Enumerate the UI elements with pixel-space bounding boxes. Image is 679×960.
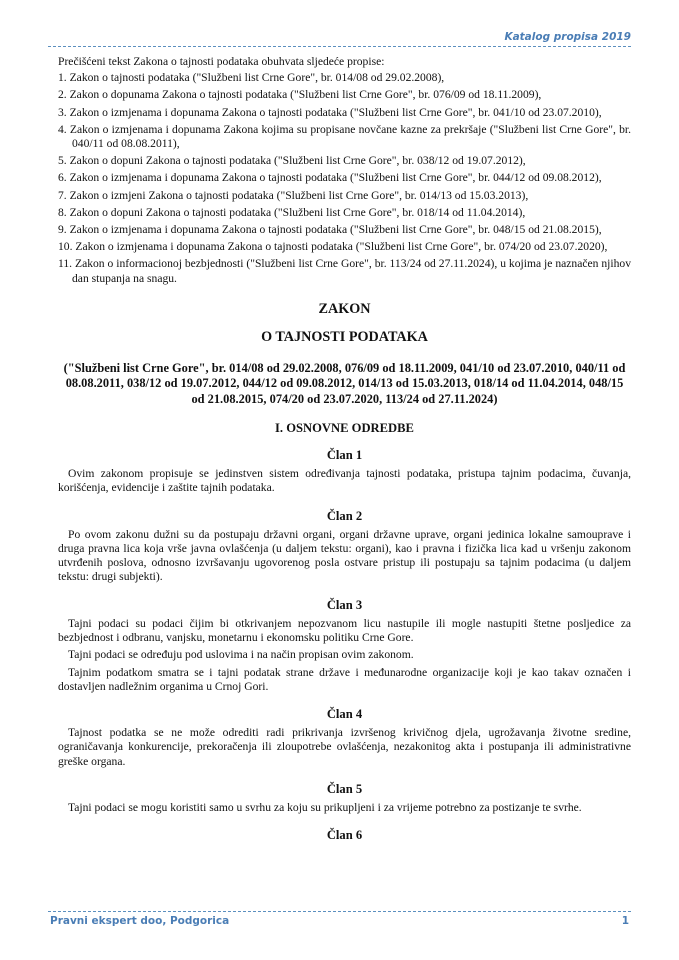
article-paragraph: Tajni podaci su podaci čijim bi otkrivanjem nepozvanom licu nastupile ili mogle nastupiti štetne posljedice za bezbjednost i odbranu, vanjsku, monetarnu i ekonomsku politiku Crne Gore. — [58, 616, 631, 645]
list-item: 7. Zakon o izmjeni Zakona o tajnosti podataka ("Službeni list Crne Gore", br. 014/13 od 15.03.2013), — [58, 188, 529, 202]
footer-publisher: Pravni ekspert doo, Podgorica — [50, 915, 230, 927]
list-item: 8. Zakon o dopuni Zakona o tajnosti podataka ("Službeni list Crne Gore", br. 018/14 od 11.04.2014), — [58, 205, 526, 219]
article-paragraph: Ovim zakonom propisuje se jedinstven sistem određivanja tajnosti podataka, pristupa tajnim podacima, čuvanja, korišćenja, evidencije i zaštite tajnih podataka. — [58, 467, 631, 495]
page-header — [48, 30, 631, 47]
gazette-reference: ("Službeni list Crne Gore", br. 014/08 od 29.02.2008, 076/09 od 18.11.2009, 041/10 od 23.07.2010, 040/11 od 08.08.2011, 038/12 od 19.07.2012, 044/12 od 09.08.2012, 014/13 od 15.03.2013, 018/14 od 11.04.2014, 048/15 od 21.08.2015, 074/20 od 23.07.2020, 113/24 od 27.11.2024) — [63, 361, 626, 406]
article-paragraph: Po ovom zakonu dužni su da postupaju državni organi, organi državne uprave, organi jedinica lokalne samouprave i druga pravna lica koja vrše javna ovlašćenja (u daljem tekstu: organi), kao i pravna i fizička lica kad u vršenju zakonom utvrđenih poslova, odnosno izvršavanju ugovorenog posla ostvare pristup ili postupaju sa tajnim podacima (u daljem tekstu: drugi subjekti). — [58, 527, 631, 584]
law-name: O TAJNOSTI PODATAKA — [261, 329, 428, 346]
part-title: I. OSNOVNE ODREDBE — [275, 420, 414, 435]
page-number: 1 — [621, 915, 629, 927]
article-title: Član 2 — [326, 508, 363, 523]
list-item: 10. Zakon o izmjenama i dopunama Zakona o tajnosti podataka ("Službeni list Crne Gore", br. 074/20 od 23.07.2020), — [58, 240, 608, 254]
amendments-list — [58, 71, 631, 286]
list-item: 6. Zakon o izmjenama i dopunama Zakona o tajnosti podataka ("Službeni list Crne Gore", br. 044/12 od 09.08.2012), — [58, 171, 602, 185]
page-footer — [48, 911, 631, 928]
article-title: Član 3 — [326, 597, 363, 612]
list-item: 9. Zakon o izmjenama i dopunama Zakona o tajnosti podataka ("Službeni list Crne Gore", br. 048/15 od 21.08.2015), — [58, 223, 602, 237]
article-paragraph: Tajnost podatka se ne može odrediti radi prikrivanja izvršenog krivičnog djela, ugrožavanja životne sredine, ograničavanja konkurencije, prekoračenja ili zloupotrebe ovlašćenja, nezakonitog akta i postupanja ili administrativne greške organa. — [58, 726, 631, 768]
list-item: 5. Zakon o dopuni Zakona o tajnosti podataka ("Službeni list Crne Gore", br. 038/12 od 19.07.2012), — [58, 154, 526, 168]
list-item: 11. Zakon o informacionoj bezbjednosti ("Službeni list Crne Gore", br. 113/24 od 27.11.2024), u kojima je naznačen njihov dan stupanja na snagu. — [58, 257, 631, 285]
list-item: 1. Zakon o tajnosti podataka ("Službeni list Crne Gore", br. 014/08 od 29.02.2008), — [58, 71, 445, 85]
list-item: 2. Zakon o dopunama Zakona o tajnosti podataka ("Službeni list Crne Gore", br. 076/09 od 18.11.2009), — [58, 88, 542, 102]
list-item: 3. Zakon o izmjenama i dopunama Zakona o tajnosti podataka ("Službeni list Crne Gore", br. 041/10 od 23.07.2010), — [58, 105, 602, 119]
article-paragraph: Tajni podaci se određuju pod uslovima i na način propisan ovim zakonom. — [68, 648, 414, 662]
law-heading: ZAKON — [318, 300, 371, 317]
article-paragraph: Tajnim podatkom smatra se i tajni podatak strane države i međunarodne organizacije koji je kao takav označen i dostavljen nadležnim organima u Crnoj Gori. — [58, 665, 631, 693]
article-title: Član 6 — [326, 828, 363, 843]
article-paragraph: Tajni podaci se mogu koristiti samo u svrhu za koju su prikupljeni i za vrijeme potrebno za postizanje te svrhe. — [68, 800, 582, 814]
intro-text: Prečišćeni tekst Zakona o tajnosti podataka obuhvata sljedeće propise: — [58, 55, 385, 68]
header-title: Katalog propisa 2019 — [504, 31, 631, 43]
document-body — [58, 55, 631, 847]
article-title: Član 4 — [326, 706, 363, 721]
list-item: 4. Zakon o izmjenama i dopunama Zakona kojima su propisane novčane kazne za prekršaje ("Službeni list Crne Gore", br. 040/11 od 08.08.2011), — [58, 122, 631, 151]
article-title: Član 5 — [326, 781, 363, 796]
article-title: Član 1 — [326, 448, 363, 463]
